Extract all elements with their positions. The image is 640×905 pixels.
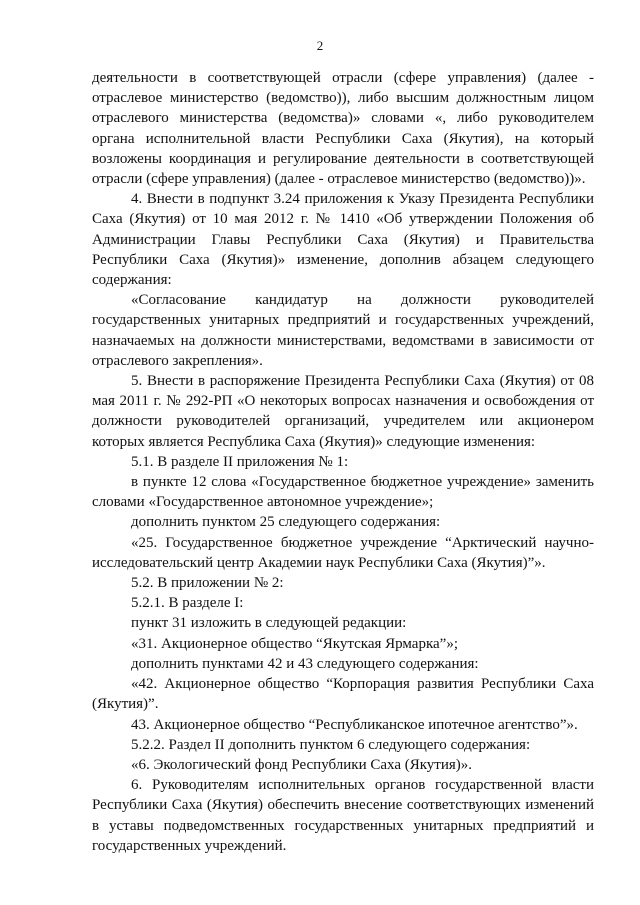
paragraph-item-5-1-quote: «25. Государственное бюджетное учреждение “Арктический научно-исследовательский центр Академии наук Республики Саха (Якутия)”».	[92, 534, 594, 571]
paragraph-item-5-2-1: 5.2.1. В разделе I:	[131, 595, 244, 612]
paragraph-item-5-2-2: 5.2.2. Раздел II дополнить пунктом 6 следующего содержания:	[131, 736, 531, 753]
paragraph-item-5-1: 5.1. В разделе II приложения № 1:	[131, 453, 349, 470]
paragraph-item-4: 4. Внести в подпункт 3.24 приложения к Указу Президента Республики Саха (Якутия) от 10 мая 2012 г. № 1410 «Об утверждении Положения об Администрации Главы Республики Саха (Якутия) и Правительства Республики Саха (Якутия)» изменение, дополнив абзацем следующего содержания:	[92, 191, 594, 289]
paragraph-item-4-quote: «Согласование кандидатур на должности руководителей государственных унитарных предприятий и государственных учреждений, назначаемых на должности министерствами, ведомствами в зависимости от отраслевого закрепления».	[92, 292, 594, 369]
page-number: 2	[316, 38, 324, 53]
paragraph-item-5-2-1-quote-31: «31. Акционерное общество “Якутская Ярмарка”»;	[131, 635, 459, 652]
paragraph-item-5-2-1-quote-43: 43. Акционерное общество “Республиканское ипотечное агентство”».	[131, 716, 578, 733]
paragraph-item-5-2-1-add: дополнить пунктами 42 и 43 следующего содержания:	[131, 655, 479, 672]
paragraph-item-5: 5. Внести в распоряжение Президента Республики Саха (Якутия) от 08 мая 2011 г. № 292-РП «О некоторых вопросах назначения и освобождения от должности руководителей организаций, учредителем или акционером которых является Республика Саха (Якутия)» следующие изменения:	[92, 373, 594, 450]
paragraph-item-5-1-add: дополнить пунктом 25 следующего содержания:	[131, 514, 441, 531]
paragraph-item-5-2-2-quote: «6. Экологический фонд Республики Саха (Якутия)».	[131, 756, 473, 773]
paragraph-item-5-1-replace: в пункте 12 слова «Государственное бюджетное учреждение» заменить словами «Государственное автономное учреждение»;	[92, 474, 594, 511]
paragraph-item-5-2-1-point-31: пункт 31 изложить в следующей редакции:	[131, 615, 407, 632]
paragraph-continuation: деятельности в соответствующей отрасли (сфере управления) (далее - отраслевое министерство (ведомство)), либо высшим должностным лицом отраслевого министерства (ведомства)» словами «, либо руководителем органа исполнительной власти Республики Саха (Якутия), на который возложены координация и регулирование деятельности в соответствующей отрасли (сфере управления) (далее - отраслевое министерство (ведомство))».	[92, 70, 594, 188]
document-body	[92, 68, 594, 856]
paragraph-item-5-2: 5.2. В приложении № 2:	[131, 575, 284, 592]
paragraph-item-5-2-1-quote-42: «42. Акционерное общество “Корпорация развития Республики Саха (Якутия)”.	[92, 676, 594, 713]
paragraph-item-6: 6. Руководителям исполнительных органов государственной власти Республики Саха (Якутия) обеспечить внесение соответствующих изменений в уставы подведомственных государственных унитарных предприятий и государственных учреждений.	[92, 777, 594, 854]
